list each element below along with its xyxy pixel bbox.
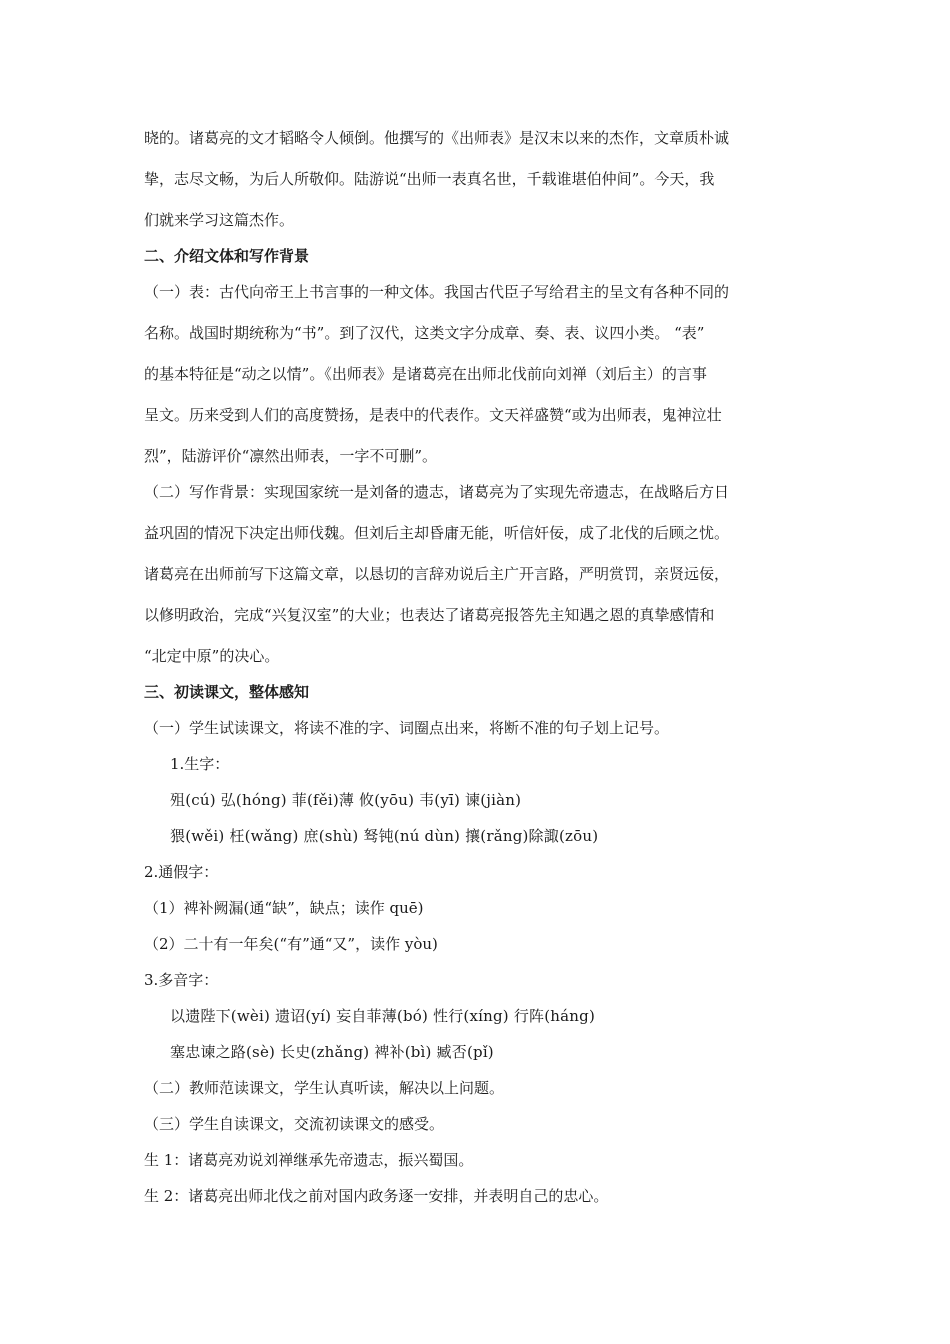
paragraph-line: 的基本特征是“动之以情”。《出师表》是诸葛亮在出师北伐前向刘禅（刘后主）的言事 xyxy=(144,365,707,383)
paragraph-line: 挚，志尽文畅，为后人所敬仰。陆游说“出师一表真名世，千载谁堪伯仲间”。今天，我 xyxy=(144,170,715,188)
paragraph-line: （三）学生自读课文，交流初读课文的感受。 xyxy=(144,1115,445,1133)
paragraph-line: 烈”，陆游评价“凛然出师表，一字不可删”。 xyxy=(144,447,438,465)
pinyin-line: 以遗陛下(wèi) 遗诏(yí) 妄自菲薄(bó) 性行(xíng) 行阵(háng) xyxy=(170,1007,595,1025)
paragraph-line: （一）表：古代向帝王上书言事的一种文体。我国古代臣子写给君主的呈文有各种不同的 xyxy=(144,283,730,301)
list-item: （1）裨补阙漏(通“缺”，缺点；读作 quē) xyxy=(144,899,424,917)
paragraph-line: 们就来学习这篇杰作。 xyxy=(144,211,295,229)
paragraph-line: 晓的。诸葛亮的文才韬略令人倾倒。他撰写的《出师表》是汉末以来的杰作，文章质朴诚 xyxy=(144,129,730,147)
paragraph-line: 呈文。历来受到人们的高度赞扬，是表中的代表作。文天祥盛赞“或为出师表，鬼神泣壮 xyxy=(144,406,722,424)
paragraph-line: （一）学生试读课文，将读不准的字、词圈点出来，将断不准的句子划上记号。 xyxy=(144,719,670,737)
pinyin-line: 塞忠谏之路(sè) 长史(zhǎng) 裨补(bì) 臧否(pǐ) xyxy=(170,1043,494,1061)
list-item: （2）二十有一年矣(“有”通“又”，读作 yòu) xyxy=(144,935,438,953)
paragraph-line: （二）写作背景：实现国家统一是刘备的遗志，诸葛亮为了实现先帝遗志，在战略后方日 xyxy=(144,483,730,501)
section-heading: 二、介绍文体和写作背景 xyxy=(144,247,310,265)
paragraph-line: “北定中原”的决心。 xyxy=(144,647,280,665)
pinyin-line: 猥(wěi) 枉(wǎng) 庶(shù) 驽钝(nú dùn) 攘(rǎng)除諏(zōu) xyxy=(170,827,599,845)
paragraph-line: （二）教师范读课文，学生认真听读，解决以上问题。 xyxy=(144,1079,505,1097)
student-response: 生 1：诸葛亮劝说刘禅继承先帝遗志，振兴蜀国。 xyxy=(144,1151,474,1169)
list-heading: 3.多音字： xyxy=(144,971,219,989)
section-heading: 三、初读课文，整体感知 xyxy=(144,683,310,701)
list-heading: 1.生字： xyxy=(170,755,230,773)
paragraph-line: 以修明政治，完成“兴复汉室”的大业；也表达了诸葛亮报答先主知遇之恩的真挚感情和 xyxy=(144,606,715,624)
list-heading: 2.通假字： xyxy=(144,863,219,881)
pinyin-line: 殂(cú) 弘(hóng) 菲(fěi)薄 攸(yōu) 韦(yī) 谏(jiàn) xyxy=(170,791,522,809)
paragraph-line: 益巩固的情况下决定出师伐魏。但刘后主却昏庸无能，听信奸佞，成了北伐的后顾之忧。 xyxy=(144,524,730,542)
paragraph-line: 诸葛亮在出师前写下这篇文章，以恳切的言辞劝说后主广开言路，严明赏罚，亲贤远佞， xyxy=(144,565,730,583)
student-response: 生 2：诸葛亮出师北伐之前对国内政务逐一安排，并表明自己的忠心。 xyxy=(144,1187,609,1205)
paragraph-line: 名称。战国时期统称为“书”。到了汉代，这类文字分成章、奏、表、议四小类。 “表” xyxy=(144,324,705,342)
